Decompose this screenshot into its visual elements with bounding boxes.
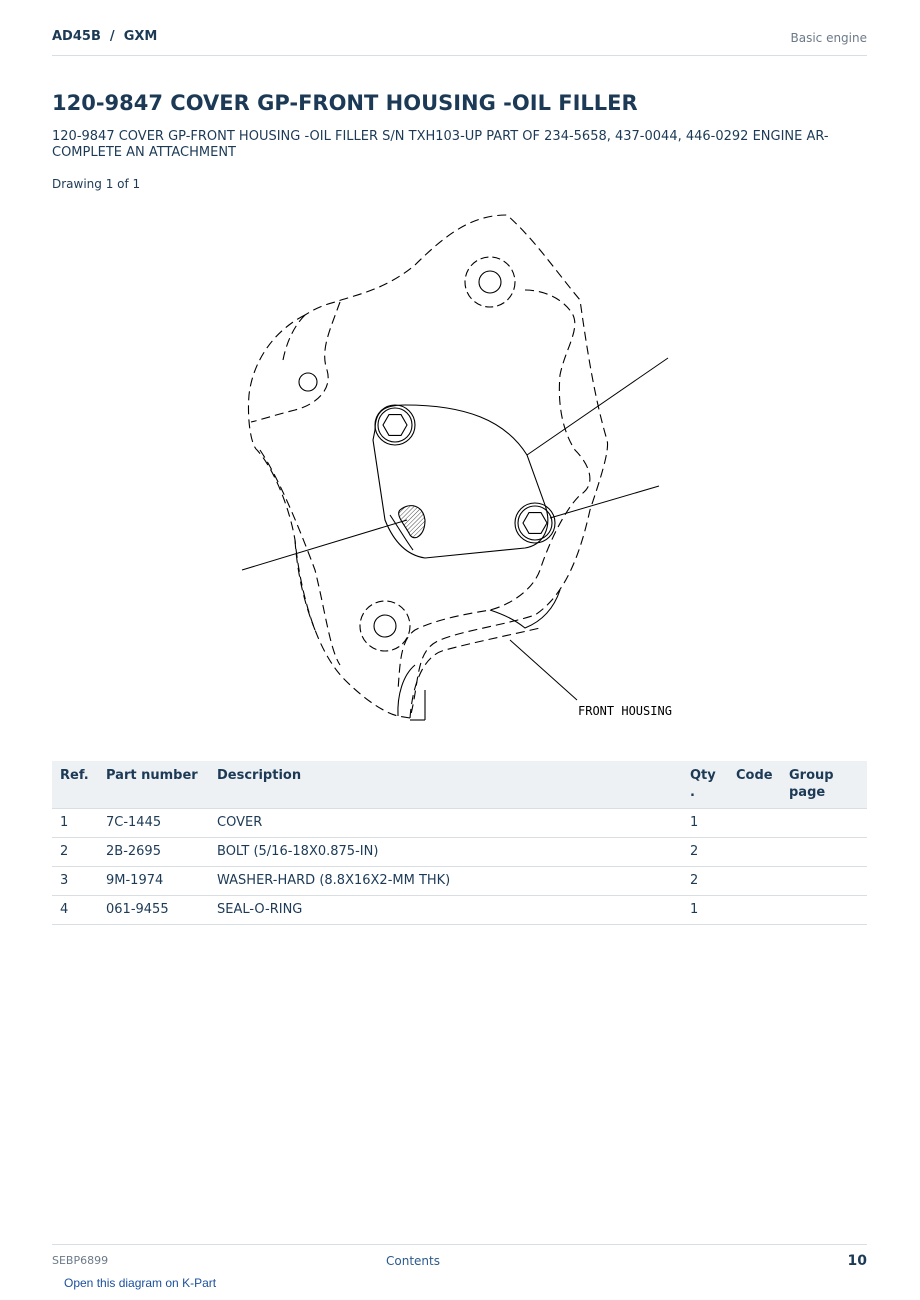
cell-code <box>728 896 781 925</box>
parts-diagram <box>235 210 685 730</box>
cell-description: SEAL-O-RING <box>209 896 682 925</box>
page-subtitle: 120-9847 COVER GP-FRONT HOUSING -OIL FILLER S/N TXH103-UP PART OF 234-5658, 437-0044, 446-0292 ENGINE AR-COMPLETE AN ATTACHMENT <box>52 129 829 160</box>
drawing-count: Drawing 1 of 1 <box>52 177 141 191</box>
cell-qty: 2 <box>682 867 728 896</box>
table-row <box>52 838 867 867</box>
cell-part-number: 9M-1974 <box>98 867 209 896</box>
cell-qty: 1 <box>682 809 728 838</box>
cell-description: COVER <box>209 809 682 838</box>
leader-front-housing <box>510 640 577 700</box>
table-row <box>52 867 867 896</box>
header-group-page: Group page <box>781 761 867 809</box>
header-part-number: Part number <box>98 761 209 809</box>
cell-part-number: 061-9455 <box>98 896 209 925</box>
cell-code <box>728 867 781 896</box>
leader-bolt <box>550 486 659 518</box>
leader-cover <box>527 358 668 455</box>
header-qty: Qty . <box>682 761 728 809</box>
cell-ref: 4 <box>52 896 98 925</box>
housing-hole-small <box>299 373 317 391</box>
page-footer <box>52 1244 867 1274</box>
cell-group-page <box>781 809 867 838</box>
table-row <box>52 809 867 838</box>
housing-boss-lower <box>360 601 410 651</box>
cell-ref: 2 <box>52 838 98 867</box>
cover-plate <box>373 405 548 558</box>
document-id: SEBP6899 <box>52 1254 109 1267</box>
section-name: Basic engine <box>790 31 867 45</box>
cell-group-page <box>781 838 867 867</box>
contents-link[interactable]: Contents <box>386 1254 440 1268</box>
page-header <box>52 28 867 56</box>
cell-description: BOLT (5/16-18X0.875-IN) <box>209 838 682 867</box>
cell-code <box>728 838 781 867</box>
cell-part-number: 7C-1445 <box>98 809 209 838</box>
front-housing-label: FRONT HOUSING <box>578 704 672 718</box>
cell-group-page <box>781 896 867 925</box>
page-number: 10 <box>847 1253 867 1269</box>
cell-qty: 1 <box>682 896 728 925</box>
housing-boss-upper <box>465 257 515 307</box>
model-breadcrumb: AD45B / GXM <box>52 29 158 44</box>
cell-description: WASHER-HARD (8.8X16X2-MM THK) <box>209 867 682 896</box>
table-header-row <box>52 761 867 809</box>
header-code: Code <box>728 761 781 809</box>
leader-seal <box>242 520 407 570</box>
cell-part-number: 2B-2695 <box>98 838 209 867</box>
header-description: Description <box>209 761 682 809</box>
cell-ref: 1 <box>52 809 98 838</box>
header-ref: Ref. <box>52 761 98 809</box>
parts-table <box>52 761 867 925</box>
cell-group-page <box>781 867 867 896</box>
table-row <box>52 896 867 925</box>
cell-qty: 2 <box>682 838 728 867</box>
cell-code <box>728 809 781 838</box>
cell-ref: 3 <box>52 867 98 896</box>
page-title: 120-9847 COVER GP-FRONT HOUSING -OIL FILLER <box>52 91 638 115</box>
open-kpart-link[interactable]: Open this diagram on K-Part <box>64 1276 217 1290</box>
